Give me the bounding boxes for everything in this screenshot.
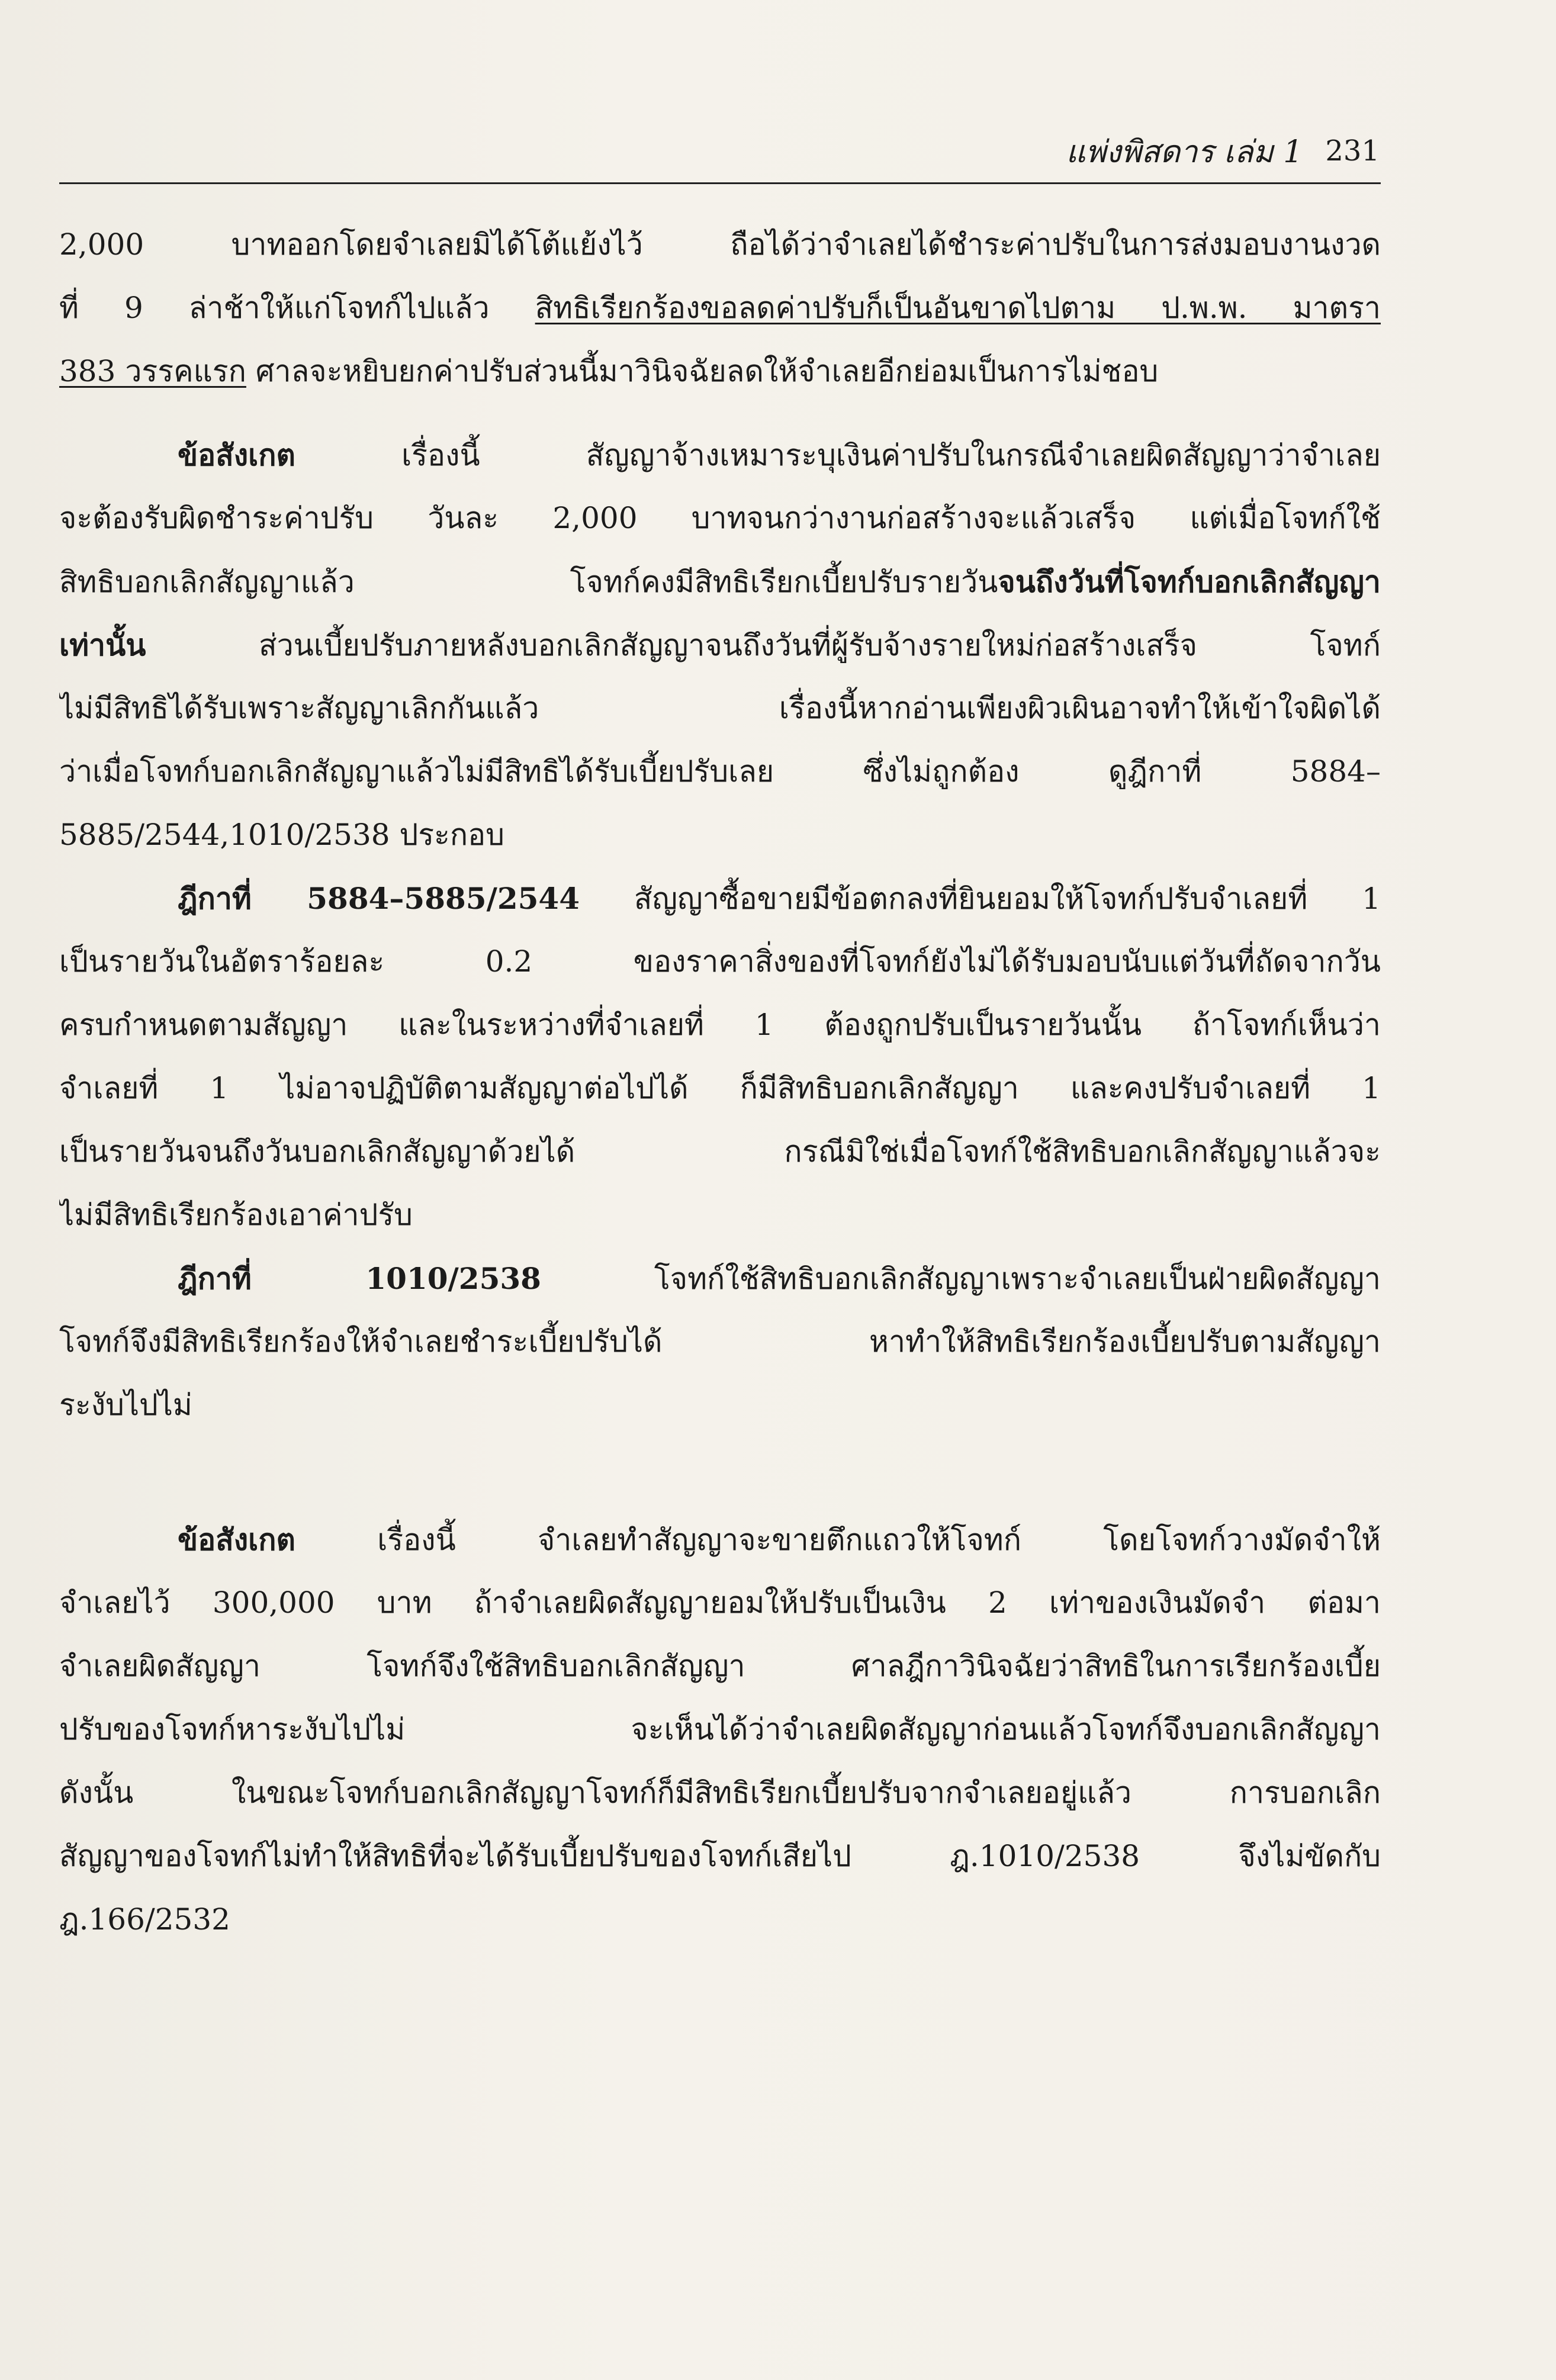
text-span: โจทก์จึงมีสิทธิเรียกร้องให้จำเลยชำระเบี้ยปรับได้ หาทำให้สิทธิเรียกร้องเบี้ยปรับตามสัญญา — [59, 1324, 1381, 1359]
text-line — [59, 1120, 1381, 1183]
text-line — [59, 1698, 1381, 1761]
text-line — [59, 1057, 1381, 1120]
text-line — [59, 930, 1381, 993]
text-span: สัญญาซื้อขายมีข้อตกลงที่ยินยอมให้โจทก์ปรับจำเลยที่ 1 — [580, 882, 1381, 916]
bold-heading: ข้อสังเกต — [178, 1522, 295, 1557]
running-header — [971, 121, 1380, 181]
header-rule — [59, 182, 1381, 184]
text-line — [59, 1761, 1381, 1825]
bold-heading: ฎีกาที่ 1010/2538 — [178, 1261, 541, 1296]
text-span: 5885/2544,1010/2538 ประกอบ — [59, 818, 504, 852]
text-span: จำเลยที่ 1 ไม่อาจปฏิบัติตามสัญญาต่อไปได้ ก็มีสิทธิบอกเลิกสัญญา และคงปรับจำเลยที่ 1 — [59, 1071, 1381, 1105]
text-line — [59, 423, 1381, 487]
text-line — [59, 550, 1381, 613]
underlined-text: สิทธิเรียกร้องขอลดค่าปรับก็เป็นอันขาดไปตาม ป.พ.พ. มาตรา — [535, 291, 1381, 325]
book-title: แพ่งพิสดาร เล่ม 1 — [1066, 134, 1303, 170]
text-line — [59, 1635, 1381, 1698]
text-line — [59, 740, 1381, 803]
text-span: จำเลยผิดสัญญา โจทก์จึงใช้สิทธิบอกเลิกสัญญา ศาลฎีกาวินิจฉัยว่าสิทธิในการเรียกร้องเบี้ย — [59, 1649, 1381, 1683]
text-span: เป็นรายวันในอัตราร้อยละ 0.2 ของราคาสิ่งของที่โจทก์ยังไม่ได้รับมอบนับแต่วันที่ถัดจากวัน — [59, 944, 1381, 979]
underlined-text: 383 วรรคแรก — [59, 354, 246, 388]
text-line — [59, 487, 1381, 550]
text-span: เรื่องนี้ จำเลยทำสัญญาจะขายตึกแถวให้โจทก์ โดยโจทก์วางมัดจำให้ — [295, 1523, 1381, 1557]
text-span: ไม่มีสิทธิเรียกร้องเอาค่าปรับ — [59, 1198, 413, 1232]
text-span: ศาลจะหยิบยกค่าปรับส่วนนี้มาวินิจฉัยลดให้จำเลยอีกย่อมเป็นการไม่ชอบ — [246, 354, 1159, 388]
text-span: เรื่องนี้ สัญญาจ้างเหมาระบุเงินค่าปรับในกรณีจำเลยผิดสัญญาว่าจำเลย — [295, 438, 1381, 472]
text-line — [59, 340, 1381, 403]
text-line — [59, 1247, 1381, 1310]
text-line — [59, 276, 1381, 340]
bold-heading: ฎีกาที่ 5884–5885/2544 — [178, 881, 580, 916]
bold-heading: ข้อสังเกต — [178, 438, 295, 472]
text-span: ดังนั้น ในขณะโจทก์บอกเลิกสัญญาโจทก์ก็มีสิทธิเรียกเบี้ยปรับจากจำเลยอยู่แล้ว การบอกเลิก — [59, 1776, 1381, 1810]
text-span: ปรับของโจทก์หาระงับไปไม่ จะเห็นได้ว่าจำเลยผิดสัญญาก่อนแล้วโจทก์จึงบอกเลิกสัญญา — [59, 1712, 1381, 1747]
text-line — [59, 1374, 1381, 1437]
text-line — [59, 867, 1381, 930]
text-span: สิทธิบอกเลิกสัญญาแล้ว โจทก์คงมีสิทธิเรียกเบี้ยปรับรายวัน — [59, 565, 998, 599]
bold-heading: เท่านั้น — [59, 628, 146, 662]
text-line — [59, 1183, 1381, 1247]
text-line — [59, 1825, 1381, 1888]
text-span: ที่ 9 ล่าช้าให้แก่โจทก์ไปแล้ว — [59, 291, 535, 325]
text-span: จำเลยไว้ 300,000 บาท ถ้าจำเลยผิดสัญญายอมให้ปรับเป็นเงิน 2 เท่าของเงินมัดจำ ต่อมา — [59, 1585, 1381, 1620]
text-line — [59, 1508, 1381, 1571]
text-line — [59, 213, 1381, 276]
text-span: 2,000 บาทออกโดยจำเลยมิได้โต้แย้งไว้ ถือได้ว่าจำเลยได้ชำระค่าปรับในการส่งมอบงานงวด — [59, 227, 1381, 262]
page-number: 231 — [1325, 134, 1380, 168]
text-span: ว่าเมื่อโจทก์บอกเลิกสัญญาแล้วไม่มีสิทธิได้รับเบี้ยปรับเลย ซึ่งไม่ถูกต้อง ดูฎีกาที่ 5884– — [59, 754, 1381, 789]
text-span: ไม่มีสิทธิได้รับเพราะสัญญาเลิกกันแล้ว เรื่องนี้หากอ่านเพียงผิวเผินอาจทำให้เข้าใจผิดได้ — [59, 691, 1381, 725]
text-span: เป็นรายวันจนถึงวันบอกเลิกสัญญาด้วยได้ กรณีมิใช่เมื่อโจทก์ใช้สิทธิบอกเลิกสัญญาแล้วจะ — [59, 1134, 1381, 1169]
text-line — [59, 803, 1381, 867]
text-line — [59, 1310, 1381, 1374]
text-line — [59, 613, 1381, 677]
text-line — [59, 1571, 1381, 1635]
text-span: ส่วนเบี้ยปรับภายหลังบอกเลิกสัญญาจนถึงวันที่ผู้รับจ้างรายใหม่ก่อสร้างเสร็จ โจทก์ — [146, 628, 1381, 662]
text-span: ฎ.166/2532 — [59, 1902, 230, 1937]
text-span: จะต้องรับผิดชำระค่าปรับ วันละ 2,000 บาทจนกว่างานก่อสร้างจะแล้วเสร็จ แต่เมื่อโจทก์ใช้ — [59, 501, 1381, 535]
text-span: ระงับไปไม่ — [59, 1388, 192, 1422]
text-line — [59, 993, 1381, 1057]
bold-heading: จนถึงวันที่โจทก์บอกเลิกสัญญา — [998, 564, 1381, 599]
text-line — [59, 677, 1381, 740]
text-line — [59, 1888, 1381, 1951]
text-span: ครบกำหนดตามสัญญา และในระหว่างที่จำเลยที่ 1 ต้องถูกปรับเป็นรายวันนั้น ถ้าโจทก์เห็นว่า — [59, 1008, 1381, 1042]
body-text — [59, 213, 1381, 1951]
text-span: โจทก์ใช้สิทธิบอกเลิกสัญญาเพราะจำเลยเป็นฝ่ายผิดสัญญา — [541, 1262, 1381, 1296]
text-span: สัญญาของโจทก์ไม่ทำให้สิทธิที่จะได้รับเบี้ยปรับของโจทก์เสียไป ฎ.1010/2538 จึงไม่ขัดกับ — [59, 1839, 1381, 1873]
